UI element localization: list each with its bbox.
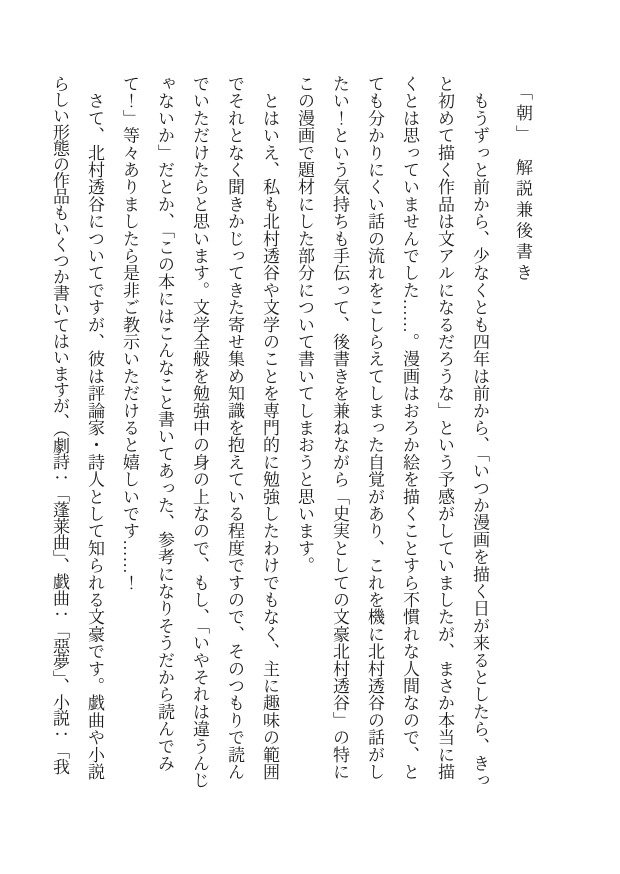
text-column: でそれとなく聞きかじってきた寄せ集め知識を抱えている程度ですので、そのつもりで読ん — [225, 75, 244, 781]
text-column: さて、北村透谷についてですが、彼は評論家・詩人として知られる文豪です。戯曲や小説 — [85, 75, 104, 781]
text-column: くとは思っていませんでした……。漫画はおろか絵を描くことすら不慣れな人間なので、と — [400, 75, 419, 781]
text-column: ても分かりにくい話の流れをこしらえてしまった自覚があり、これを機に北村透谷の話がし — [365, 75, 384, 781]
text-column: らしい形態の作品もいくつか書いてはいますが、（劇詩：「蓬莱曲」、戯曲：「惡夢」、小説：「我 — [50, 75, 69, 775]
text-column: とはいえ、私も北村透谷や文学のことを専門的に勉強したわけでもなく、主に趣味の範囲 — [260, 75, 279, 781]
text-column: て！」等々ありましたら是非ご教示いただけると嬉しいです……！ — [120, 75, 139, 591]
text-column: この漫画で題材にした部分について書いてしまおうと思います。 — [295, 75, 314, 574]
text-column: でいただけたらと思います。文学全般を勉強中の身の上なので、もし、「いやそれは違うんじ — [190, 75, 209, 789]
text-column: たい！という気持ちも手伝って、後書きを兼ねながら「史実としての文豪北村透谷」の特に — [330, 75, 349, 781]
vertical-text-block — [42, 75, 540, 810]
text-column: と初めて描く作品は文アルになるだろうな」という予感がしていましたが、まさか本当に描 — [435, 75, 454, 781]
chapter-title: 「朝」 解説兼後書き — [513, 83, 532, 285]
text-column: もうずっと前から、少なくとも四年は前から、「いつか漫画を描く日が来るとしたら、きっ — [470, 75, 489, 789]
text-column: ゃないか」だとか、「この本にはこんなこと書いてあった、参考になりそうだから読んでみ — [155, 75, 174, 772]
